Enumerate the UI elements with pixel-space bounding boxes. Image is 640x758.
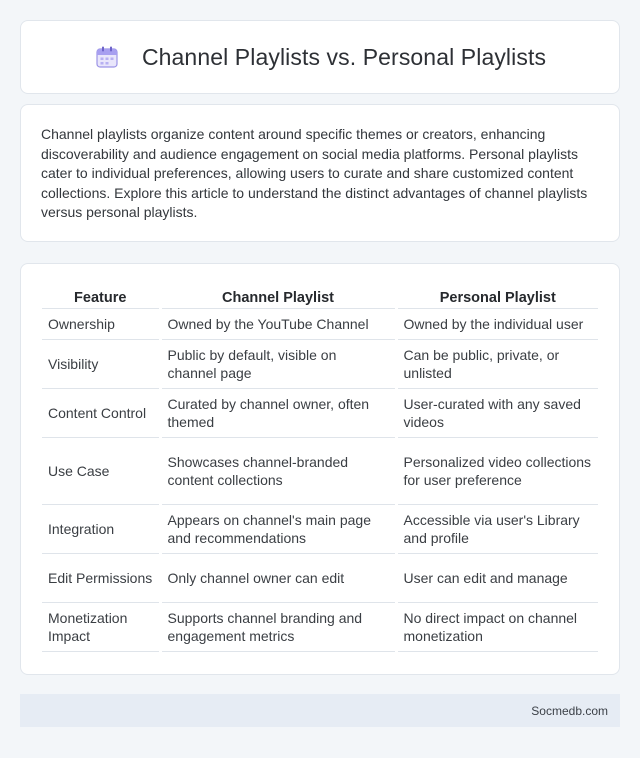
table-row [42, 602, 598, 651]
channel-cell: Showcases channel-branded content collections [160, 437, 396, 504]
header-personal-playlist: Personal Playlist [396, 284, 598, 308]
personal-cell: No direct impact on channel monetization [396, 602, 598, 651]
table-row [42, 308, 598, 339]
personal-cell: Accessible via user's Library and profile [396, 504, 598, 553]
channel-cell: Appears on channel's main page and recommendations [160, 504, 396, 553]
channel-cell: Public by default, visible on channel page [160, 339, 396, 388]
channel-cell: Curated by channel owner, often themed [160, 388, 396, 437]
calendar-icon [94, 44, 120, 70]
channel-cell: Only channel owner can edit [160, 553, 396, 602]
feature-cell: Integration [42, 504, 160, 553]
header-card [20, 20, 620, 94]
table-header-row [42, 284, 598, 308]
feature-cell: Use Case [42, 437, 160, 504]
intro-paragraph: Channel playlists organize content around specific themes or creators, enhancing discoverability and audience engagement on social media platforms. Personal playlists cater to individual preferences, allowing users to curate and share customized content collections. Explore this article to understand the distinct advantages of channel playlists versus personal playlists. [41, 126, 588, 220]
header-channel-playlist: Channel Playlist [160, 284, 396, 308]
header [94, 44, 546, 71]
intro-card [20, 104, 620, 242]
feature-cell: Content Control [42, 388, 160, 437]
channel-cell: Supports channel branding and engagement metrics [160, 602, 396, 651]
comparison-table [42, 284, 598, 652]
table-row [42, 339, 598, 388]
personal-cell: User-curated with any saved videos [396, 388, 598, 437]
table-row [42, 388, 598, 437]
personal-cell: Personalized video collections for user preference [396, 437, 598, 504]
personal-cell: Owned by the individual user [396, 308, 598, 339]
footer-site-link[interactable]: Socmedb.com [531, 703, 608, 718]
page-title: Channel Playlists vs. Personal Playlists [141, 43, 547, 70]
feature-cell: Edit Permissions [42, 553, 160, 602]
table-row [42, 553, 598, 602]
table-row [42, 504, 598, 553]
feature-cell: Monetization Impact [42, 602, 160, 651]
table-row [42, 437, 598, 504]
header-feature: Feature [42, 284, 160, 308]
personal-cell: Can be public, private, or unlisted [396, 339, 598, 388]
footer [20, 694, 620, 727]
channel-cell: Owned by the YouTube Channel [160, 308, 396, 339]
comparison-table-card [20, 263, 620, 675]
feature-cell: Visibility [42, 339, 160, 388]
personal-cell: User can edit and manage [396, 553, 598, 602]
feature-cell: Ownership [42, 308, 160, 339]
